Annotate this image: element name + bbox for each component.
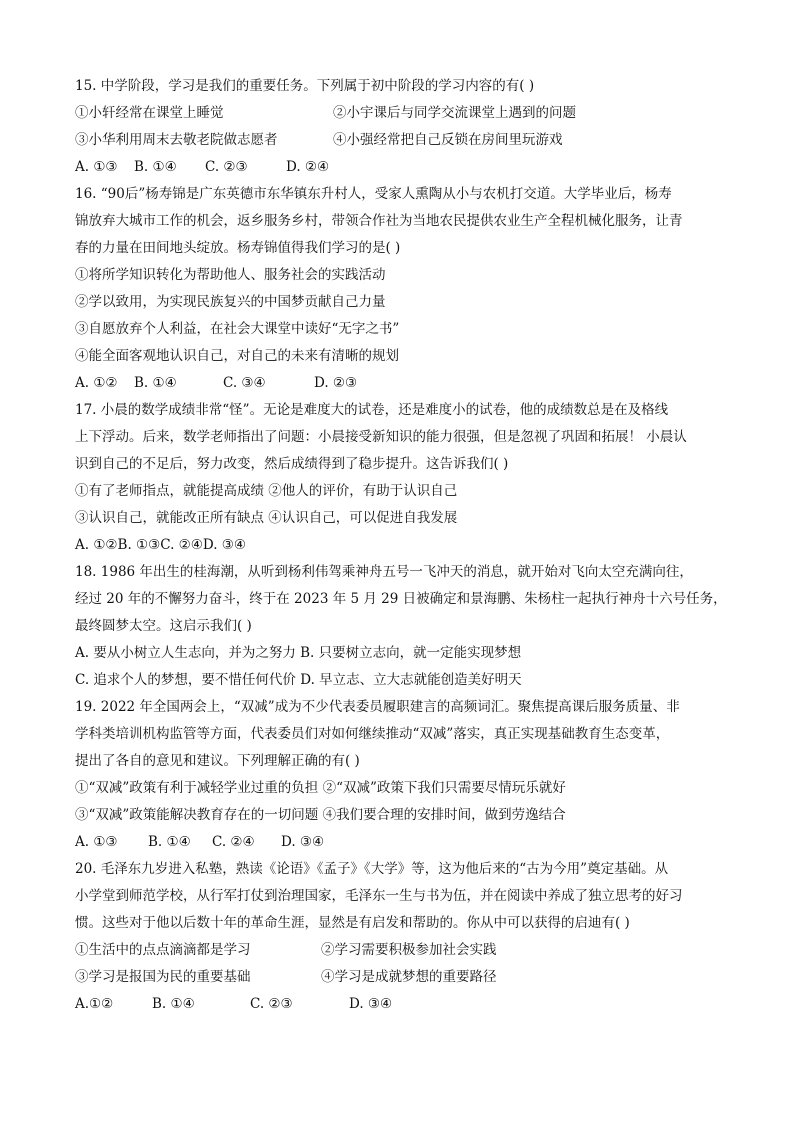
q19-choice-c: C. ②④ [212,834,255,850]
q20-choice-d: D. ③④ [349,996,393,1012]
q20-choice-a: A.①② [75,996,114,1012]
q20-stem-line-2: 小学堂到师范学校，从行军打仗到治理国家，毛泽东一生与书为伍，并在阅读中养成了独立思考的好习 [75,888,683,904]
q20-option-1: ①生活中的点点滴滴都是学习 [75,942,251,958]
q19-stem-line-1: 19. 2022 年全国两会上，“双减”成为不少代表委员履职建言的高频词汇。聚焦提高课后服务质量、非 [75,699,680,715]
q20-option-3: ③学习是报国为民的重要基础 [75,969,251,985]
q17-stem-line-3: 识到自己的不足后，努力改变，然后成绩得到了稳步提升。这告诉我们( ) [75,456,509,472]
q17-stem-line-1: 17. 小晨的数学成绩非常“怪”。无论是难度大的试卷，还是难度小的试卷，他的成绩数总是在及格线 [75,402,669,418]
q19-choice-b: B. ①④ [148,834,191,850]
q20-option-2: ②学习需要积极参加社会实践 [321,942,497,958]
q15-stem: 15. 中学阶段，学习是我们的重要任务。下列属于初中阶段的学习内容的有( ) [75,78,535,94]
q19-choice-d: D. ③④ [281,834,325,850]
q17-options-row-2: ③认识自己，就能改正所有缺点 ④认识自己，可以促进自我发展 [75,510,458,526]
q16-choice-d: D. ②③ [314,375,358,391]
q16-stem-line-1: 16. “90后”杨寿锦是广东英德市东华镇东升村人，受家人熏陶从小与农机打交道。大学毕业后，杨寿 [75,186,672,202]
q16-option-4: ④能全面客观地认识自己，对自己的未来有清晰的规划 [75,348,399,364]
q18-stem-line-2: 经过 20 年的不懈努力奋斗，终于在 2023 年 5 月 29 日被确定和景海鹏、朱杨柱一起执行神舟十六号任务， [75,591,727,607]
q16-choice-a: A. ①② [75,375,118,391]
q20-choice-c: C. ②③ [250,996,293,1012]
q15-option-2: ②小宇课后与同学交流课堂上遇到的问题 [333,105,576,121]
q20-choice-b: B. ①④ [152,996,195,1012]
q16-option-3: ③自愿放弃个人利益，在社会大课堂中读好“无字之书” [75,321,400,337]
q15-choice-b: B. ①④ [134,159,177,175]
q16-stem-line-2: 锦放弃大城市工作的机会，返乡服务乡村，带领合作社为当地农民提供农业生产全程机械化服务，让青 [75,213,683,229]
q15-choice-c: C. ②③ [205,159,248,175]
q19-options-row-2: ③“双减”政策能解决教育存在的一切问题 ④我们要合理的安排时间，做到劳逸结合 [75,807,566,823]
q20-stem-line-3: 惯。这些对于他以后数十年的革命生涯，显然是有启发和帮助的。你从中可以获得的启迪有( ) [75,915,630,931]
q16-choice-c: C. ③④ [223,375,266,391]
q19-stem-line-2: 学科类培训机构监管等方面，代表委员们对如何继续推动“双减”落实，真正实现基础教育生态变革， [75,726,670,742]
q15-choice-d: D. ②④ [286,159,330,175]
q17-choices: A. ①②B. ①③C. ②④D. ③④ [75,537,247,553]
q16-stem-line-3: 春的力量在田间地头绽放。杨寿锦值得我们学习的是( ) [75,240,401,256]
q16-option-1: ①将所学知识转化为帮助他人、服务社会的实践活动 [75,267,386,283]
q18-stem-line-1: 18. 1986 年出生的桂海潮，从听到杨利伟驾乘神舟五号一飞冲天的消息，就开始对飞向太空充满向往， [75,564,693,580]
q16-option-2: ②学以致用，为实现民族复兴的中国梦贡献自己力量 [75,294,386,310]
q15-option-3: ③小华利用周末去敬老院做志愿者 [75,132,278,148]
q20-stem-line-1: 20. 毛泽东九岁进入私塾，熟读《论语》《孟子》《大学》等，这为他后来的“古为今用”奠定基础。从 [75,861,669,877]
q16-choice-b: B. ①④ [134,375,177,391]
q18-choices-row-2: C. 追求个人的梦想，要不惜任何代价 D. 早立志、立大志就能创造美好明天 [75,672,522,688]
q19-options-row-1: ①“双减”政策有利于减轻学业过重的负担 ②“双减”政策下我们只需要尽情玩乐就好 [75,780,566,796]
q15-option-4: ④小强经常把自己反锁在房间里玩游戏 [333,132,563,148]
q15-option-1: ①小轩经常在课堂上睡觉 [75,105,224,121]
q15-choice-a: A. ①③ [75,159,118,175]
q20-option-4: ④学习是成就梦想的重要路径 [321,969,497,985]
q17-options-row-1: ①有了老师指点，就能提高成绩 ②他人的评价，有助于认识自己 [75,483,458,499]
q18-stem-line-3: 最终圆梦太空。这启示我们( ) [75,618,252,634]
q17-stem-line-2: 上下浮动。后来，数学老师指出了问题：小晨接受新知识的能力很强，但是忽视了巩固和拓展！ 小晨认 [75,429,687,445]
q19-stem-line-3: 提出了各自的意见和建议。下列理解正确的有( ) [75,753,360,769]
q18-choices-row-1: A. 要从小树立人生志向，并为之努力 B. 只要树立志向，就一定能实现梦想 [75,645,522,661]
q19-choice-a: A. ①③ [75,834,118,850]
